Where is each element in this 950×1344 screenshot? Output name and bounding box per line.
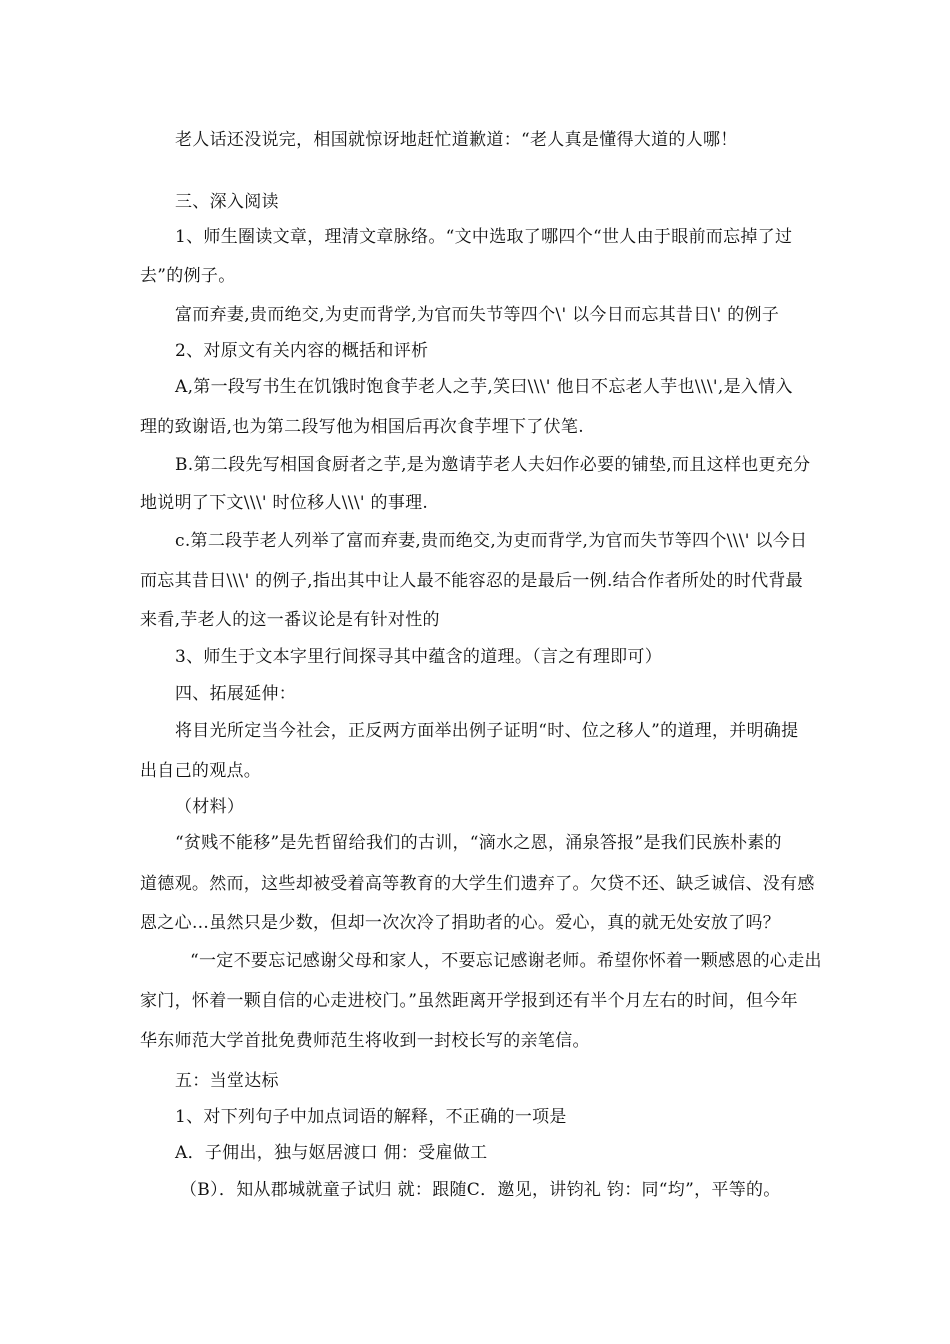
text-line: 地说明了下文\\\' 时位移人\\\' 的事理.: [140, 493, 429, 513]
text-line: B.第二段先写相国食厨者之芋,是为邀请芋老人夫妇作必要的铺垫,而且这样也更充分: [175, 455, 811, 475]
text-line: 华东师范大学首批免费师范生将收到一封校长写的亲笔信。: [140, 1031, 590, 1051]
text-line: 出自己的观点。: [140, 761, 262, 781]
text-line: 家门，怀着一颗自信的心走进校门。”虽然距离开学报到还有半个月左右的时间，但今年: [140, 991, 798, 1011]
section-heading: 三、深入阅读: [175, 192, 279, 212]
text-line: 1、师生圈读文章，理清文章脉络。“文中选取了哪四个“世人由于眼前而忘掉了过: [175, 227, 793, 247]
text-line: 富而弃妻,贵而绝交,为吏而背学,为官而失节等四个\' 以今日而忘其昔日\' 的例子: [175, 305, 780, 325]
text-line: A．子佣出，独与妪居渡口 佣：受雇做工: [175, 1143, 488, 1163]
text-line: 2、对原文有关内容的概括和评析: [175, 341, 429, 361]
section-heading: 五：当堂达标: [175, 1071, 279, 1091]
text-line: 1、对下列句子中加点词语的解释，不正确的一项是: [175, 1107, 567, 1127]
text-line: 而忘其昔日\\\' 的例子,指出其中让人最不能容忍的是最后一例.结合作者所处的时代背最: [140, 571, 803, 591]
text-line: A,第一段写书生在饥饿时饱食芋老人之芋,笑曰\\\' 他日不忘老人芋也\\\',是入情入: [175, 377, 793, 397]
text-line: 老人话还没说完，相国就惊讶地赶忙道歉道：“老人真是懂得大道的人哪！: [175, 130, 738, 150]
text-line: （B）．知从郡城就童子试归 就：跟随C．邀见，讲钧礼 钧：同“均”，平等的。: [180, 1180, 781, 1200]
text-line: c.第二段芋老人列举了富而弃妻,贵而绝交,为吏而背学,为官而失节等四个\\\' 以今日: [175, 531, 808, 551]
text-line: （材料）: [175, 797, 245, 817]
text-line: 恩之心…虽然只是少数，但却一次次冷了捐助者的心。爱心，真的就无处安放了吗？: [140, 913, 781, 933]
text-line: 去”的例子。: [140, 266, 236, 286]
text-line: 道德观。然而，这些却被受着高等教育的大学生们遗弃了。欠贷不还、缺乏诚信、没有感: [140, 874, 815, 894]
section-heading: 四、拓展延伸：: [175, 684, 297, 704]
text-line: 3、师生于文本字里行间探寻其中蕴含的道理。（言之有理即可）: [175, 647, 663, 667]
text-line: 理的致谢语,也为第二段写他为相国后再次食芋埋下了伏笔.: [140, 417, 584, 437]
text-line: “一定不要忘记感谢父母和家人，不要忘记感谢老师。希望你怀着一颗感恩的心走出: [190, 951, 822, 971]
text-line: 来看,芋老人的这一番议论是有针对性的: [140, 610, 440, 630]
text-line: “贫贱不能移”是先哲留给我们的古训，“滴水之恩，涌泉答报”是我们民族朴素的: [175, 833, 782, 853]
text-line: 将目光所定当今社会，正反两方面举出例子证明“时、位之移人”的道理，并明确提: [175, 721, 799, 741]
